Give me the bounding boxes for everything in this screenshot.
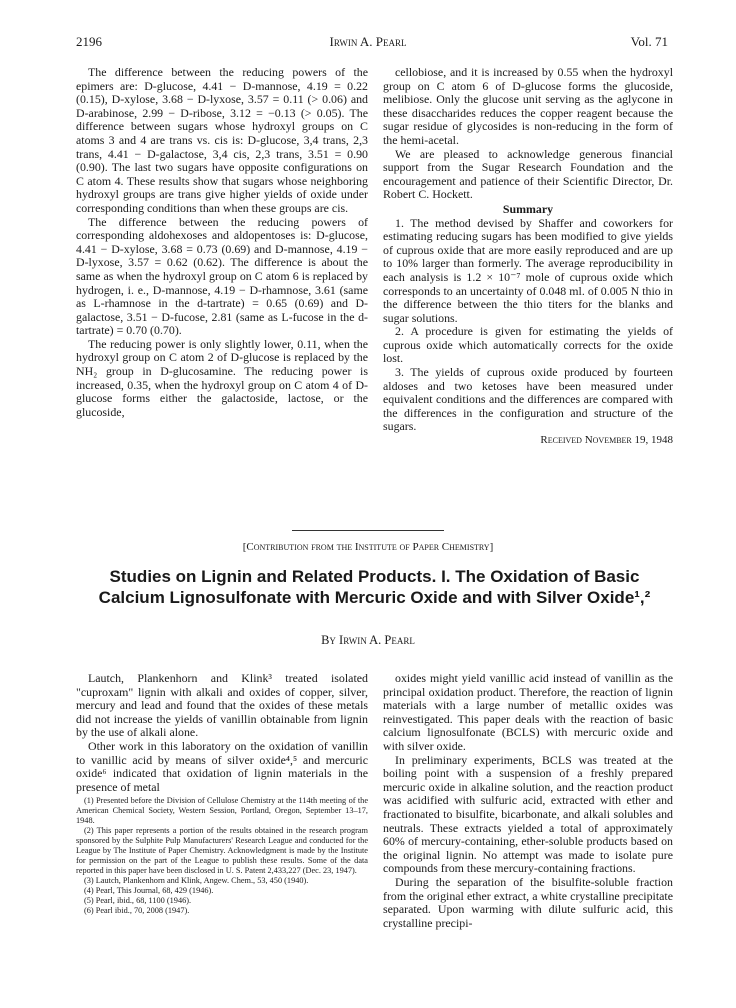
summary-item: 2. A procedure is given for estimating the yields of cuprous oxide which automatically corrects for the oxide lost. — [383, 324, 673, 366]
article-title: Studies on Lignin and Related Products. I. The Oxidation of Basic Calcium Lignosulfonate with Mercuric Oxide and with Silver Oxide¹,² — [98, 567, 651, 607]
page-number: 2196 — [76, 34, 102, 49]
received-date: Received November 19, 1948 — [540, 434, 673, 447]
paragraph: cellobiose, and it is increased by 0.55 when the hydroxyl group on C atom 6 of D-glucose forms the glucoside, melibiose. Only the glucose unit serving as the aglycone in these disaccharides reduces the copper reagent because the sugar residue of glycosides is non-reducing in the form of the hemi-acetal. — [383, 65, 673, 147]
footnotes — [76, 796, 368, 916]
paragraph: The difference between the reducing powers of the epimers are: D-glucose, 4.41 − D-mannose, 4.19 = 0.22 (0.15), D-xylose, 3.68 − D-lyxose, 3.57 = 0.11 (> 0.06) and D-arabinose, 2.99 − D-ribose, 3.12 = −0.13 (> 0.05). The difference between sugars whose hydroxyl groups on C atoms 3 and 4 are trans vs. cis is: D-glucose, 3,4 trans, 2,3 trans, 4.41 − D-galactose, 3,4 cis, 2,3 trans, 3.51 = 0.90 (0.90). The last two sugars have opposite configurations on C atom 4. These results show that sugars whose neighboring hydroxyl groups are trans give higher yields of oxide under corresponding conditions than when these groups are cis. — [76, 65, 368, 215]
paragraph: The difference between the reducing powers of corresponding aldohexoses and aldopentoses is: D-glucose, 4.41 − D-xylose, 3.68 = 0.73 (0.69) and D-mannose, 4.19 − D-lyxose, 3.57 = 0.62 (0.62). The difference is about the same as when the hydroxyl group on C atom 6 is replaced by hydrogen, i. e., D-mannose, 4.19 − D-rhamnose, 3.61 (same as L-rhamnose in the d-tartrate) = 0.65 (0.69) and D-galactose, 3.51 − D-fucose, 2.81 (same as L-fucose in the d-tartrate) = 0.70 (0.70). — [76, 214, 368, 338]
footnote: (5) Pearl, ibid., 68, 1100 (1946). — [84, 896, 192, 906]
article-right-column — [383, 672, 673, 930]
footnote: (6) Pearl ibid., 70, 2008 (1947). — [84, 906, 190, 916]
footnote: (3) Lautch, Plankenhorn and Klink, Angew. Chem., 53, 450 (1940). — [84, 876, 309, 886]
section-divider — [292, 530, 444, 531]
volume-label: Vol. 71 — [630, 34, 668, 49]
paragraph: Other work in this laboratory on the oxidation of vanillin to vanillic acid by means of silver oxide⁴,⁵ and mercuric oxide⁶ indicated that oxidation of lignin materials in the presence of metal — [76, 738, 368, 794]
previous-article-right-column — [383, 66, 673, 448]
footnote: (2) This paper represents a portion of the results obtained in the research program sponsored by the Sulphite Pulp Manufacturers' Research League and conducted for the League by The Institute of Paper Chemistry. Acknowledgment is made by the Institute for permission on the part of the League to publish these results. Some of the data reported in this paper have been disclosed in U. S. Patent 2,433,227 (Dec. 23, 1947). — [76, 826, 368, 876]
article-left-column — [76, 672, 368, 916]
acknowledgment-paragraph: We are pleased to acknowledge generous financial support from the Sugar Research Foundation and the encouragement and patience of their Scientific Director, Dr. Robert C. Hockett. — [383, 146, 673, 202]
summary-item: 1. The method devised by Shaffer and coworkers for estimating reducing sugars has been modified to give yields of cuprous oxide that are more easily reproduced and are up to 10% larger than formerly. The average reproducibility in each analysis is 1.2 × 10⁻⁷ mole of cuprous oxide which corresponds to an uncertainty of 0.048 ml. of 0.005 N thio in the difference between the thio titers for the blanks and sugar solutions. — [383, 215, 673, 325]
paragraph: The reducing power is only slightly lower, 0.11, when the hydroxyl group on C atom 2 of D-glucose is replaced by the NH₂ group in D-glucosamine. The reducing power is increased, 0.35, when the hydroxyl group on C atom 4 of D-glucose forms either the galactoside, lactose, or the glucoside, — [76, 336, 368, 419]
summary-heading: Summary — [502, 201, 554, 216]
paragraph: In preliminary experiments, BCLS was treated at the boiling point with a suspension of a freshly prepared mercuric oxide in alkaline solution, and the reaction product was acidified with sulfuric acid, extracted with ether and fractionated to bisulfite, bicarbonate, and alkali solubles and neutrals. These extracts yielded a total of approximately 60% of mercury-containing, ether-soluble products based on the original lignin. No attempt was made to isolate pure compounds from these mercury-containing fractions. — [383, 752, 673, 876]
byline: By Irwin A. Pearl — [321, 633, 415, 647]
summary-item: 3. The yields of cuprous oxide produced by fourteen aldoses and two ketoses have been measured under equivalent conditions and the differences are compared with the differences in the configuration and structure of the sugars. — [383, 365, 673, 434]
contribution-line: [Contribution from the Institute of Paper Chemistry] — [242, 541, 494, 553]
paragraph: Lautch, Plankenhorn and Klink³ treated isolated "cuproxam" lignin with alkali and oxides of copper, silver, mercury and lead and found that the oxides of these metals did not increase the yields of vanillin obtainable from lignin by the use of alkali alone. — [76, 671, 368, 740]
running-head-author: Irwin A. Pearl — [329, 34, 407, 49]
paragraph: oxides might yield vanillic acid instead of vanillin as the principal oxidation product. Therefore, the reaction of lignin materials with a large number of metallic oxides was reinvestigated. This paper deals with the reaction of basic calcium lignosulfonate (BCLS) with mercuric oxide and with silver oxide. — [383, 671, 673, 753]
footnote: (1) Presented before the Division of Cellulose Chemistry at the 114th meeting of the American Chemical Society, Western Session, Portland, Oregon, September 13–17, 1948. — [76, 796, 368, 826]
paragraph: During the separation of the bisulfite-soluble fraction from the original ether extract, a white crystalline precipitate separated. Upon warming with dilute sulfuric acid, this crystalline precipi- — [383, 874, 673, 930]
previous-article-left-column — [76, 66, 368, 419]
footnote: (4) Pearl, This Journal, 68, 429 (1946). — [84, 886, 214, 896]
